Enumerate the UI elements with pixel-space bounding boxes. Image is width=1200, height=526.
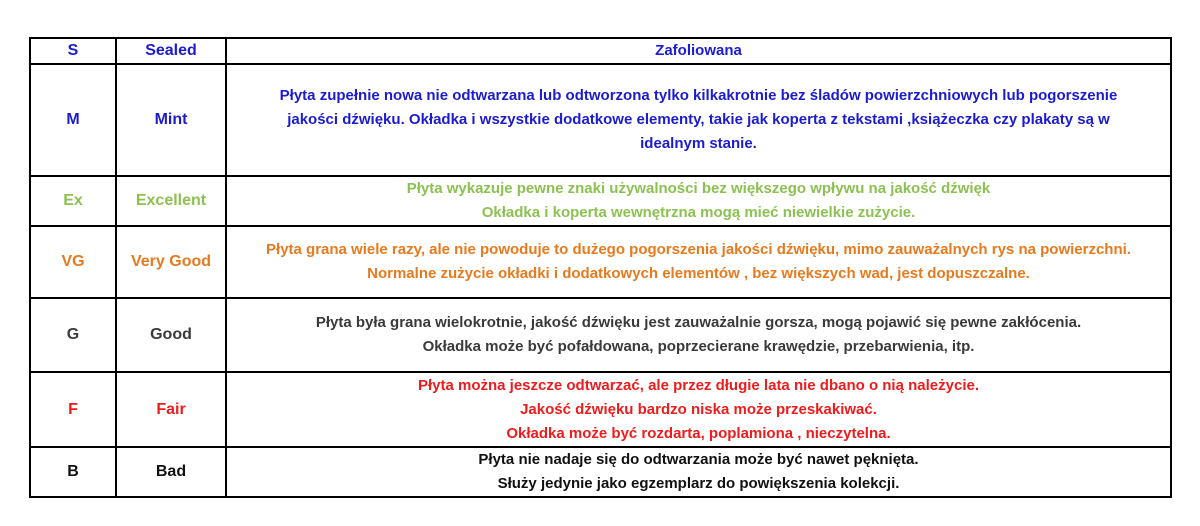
grade-row-fair: [30, 372, 1171, 447]
grade-code: F: [30, 372, 116, 447]
grade-row-good: [30, 298, 1171, 372]
grade-row-bad: [30, 447, 1171, 497]
grade-description: [226, 298, 1171, 372]
description-line: Płyta nie nadaje się do odtwarzania może być nawet pęknięta.: [478, 451, 919, 468]
description-line: Płyta grana wiele razy, ale nie powoduje to dużego pogorszenia jakości dźwięku, mimo zauważalnych rys na powierzchni.: [266, 241, 1131, 258]
description-line: Okładka i koperta wewnętrzna mogą mieć niewielkie zużycie.: [481, 204, 916, 221]
header-row: [30, 38, 1171, 64]
grade-name: Very Good: [116, 226, 226, 298]
grade-name: Fair: [116, 372, 226, 447]
grade-description: [226, 447, 1171, 497]
grade-code: M: [30, 64, 116, 176]
header-name: Sealed: [116, 38, 226, 64]
description-line: Okładka może być pofałdowana, poprzecierane krawędzie, przebarwienia, itp.: [422, 338, 975, 355]
grade-description: [226, 176, 1171, 226]
grade-code: VG: [30, 226, 116, 298]
description-line: Płyta wykazuje pewne znaki używalności bez większego wpływu na jakość dźwięk: [406, 180, 991, 197]
description-line: Normalne zużycie okładki i dodatkowych elementów , bez większych wad, jest dopuszczalne.: [367, 265, 1030, 282]
description-line: Płyta zupełnie nowa nie odtwarzana lub odtworzona tylko kilkakrotnie bez śladów powierzchniowych lub pogorszenie: [279, 87, 1118, 104]
grade-code: Ex: [30, 176, 116, 226]
grade-description: [226, 372, 1171, 447]
grade-row-mint: [30, 64, 1171, 176]
description-line: Płyta była grana wielokrotnie, jakość dźwięku jest zauważalnie gorsza, mogą pojawić się pewne zakłócenia.: [315, 314, 1082, 331]
grade-name: Good: [116, 298, 226, 372]
header-description: Zafoliowana: [226, 38, 1171, 64]
grading-table: [29, 37, 1172, 498]
grade-name: Bad: [116, 447, 226, 497]
description-line: jakości dźwięku. Okładka i wszystkie dodatkowe elementy, takie jak koperta z tekstami ,książeczka czy plakaty są w: [287, 111, 1110, 128]
grade-name: Mint: [116, 64, 226, 176]
description-line: Jakość dźwięku bardzo niska może przeskakiwać.: [520, 400, 877, 418]
grade-code: G: [30, 298, 116, 372]
grade-row-excellent: [30, 176, 1171, 226]
description-line: idealnym stanie.: [640, 135, 757, 152]
grade-name: Excellent: [116, 176, 226, 226]
description-line: Okładka może być rozdarta, poplamiona , nieczytelna.: [506, 424, 891, 442]
grade-row-very-good: [30, 226, 1171, 298]
grade-description: [226, 226, 1171, 298]
header-code: S: [30, 38, 116, 64]
description-line: Służy jedynie jako egzemplarz do powiększenia kolekcji.: [497, 475, 900, 492]
grade-description: [226, 64, 1171, 176]
description-line: Płyta można jeszcze odtwarzać, ale przez długie lata nie dbano o nią należycie.: [417, 376, 979, 394]
grade-code: B: [30, 447, 116, 497]
